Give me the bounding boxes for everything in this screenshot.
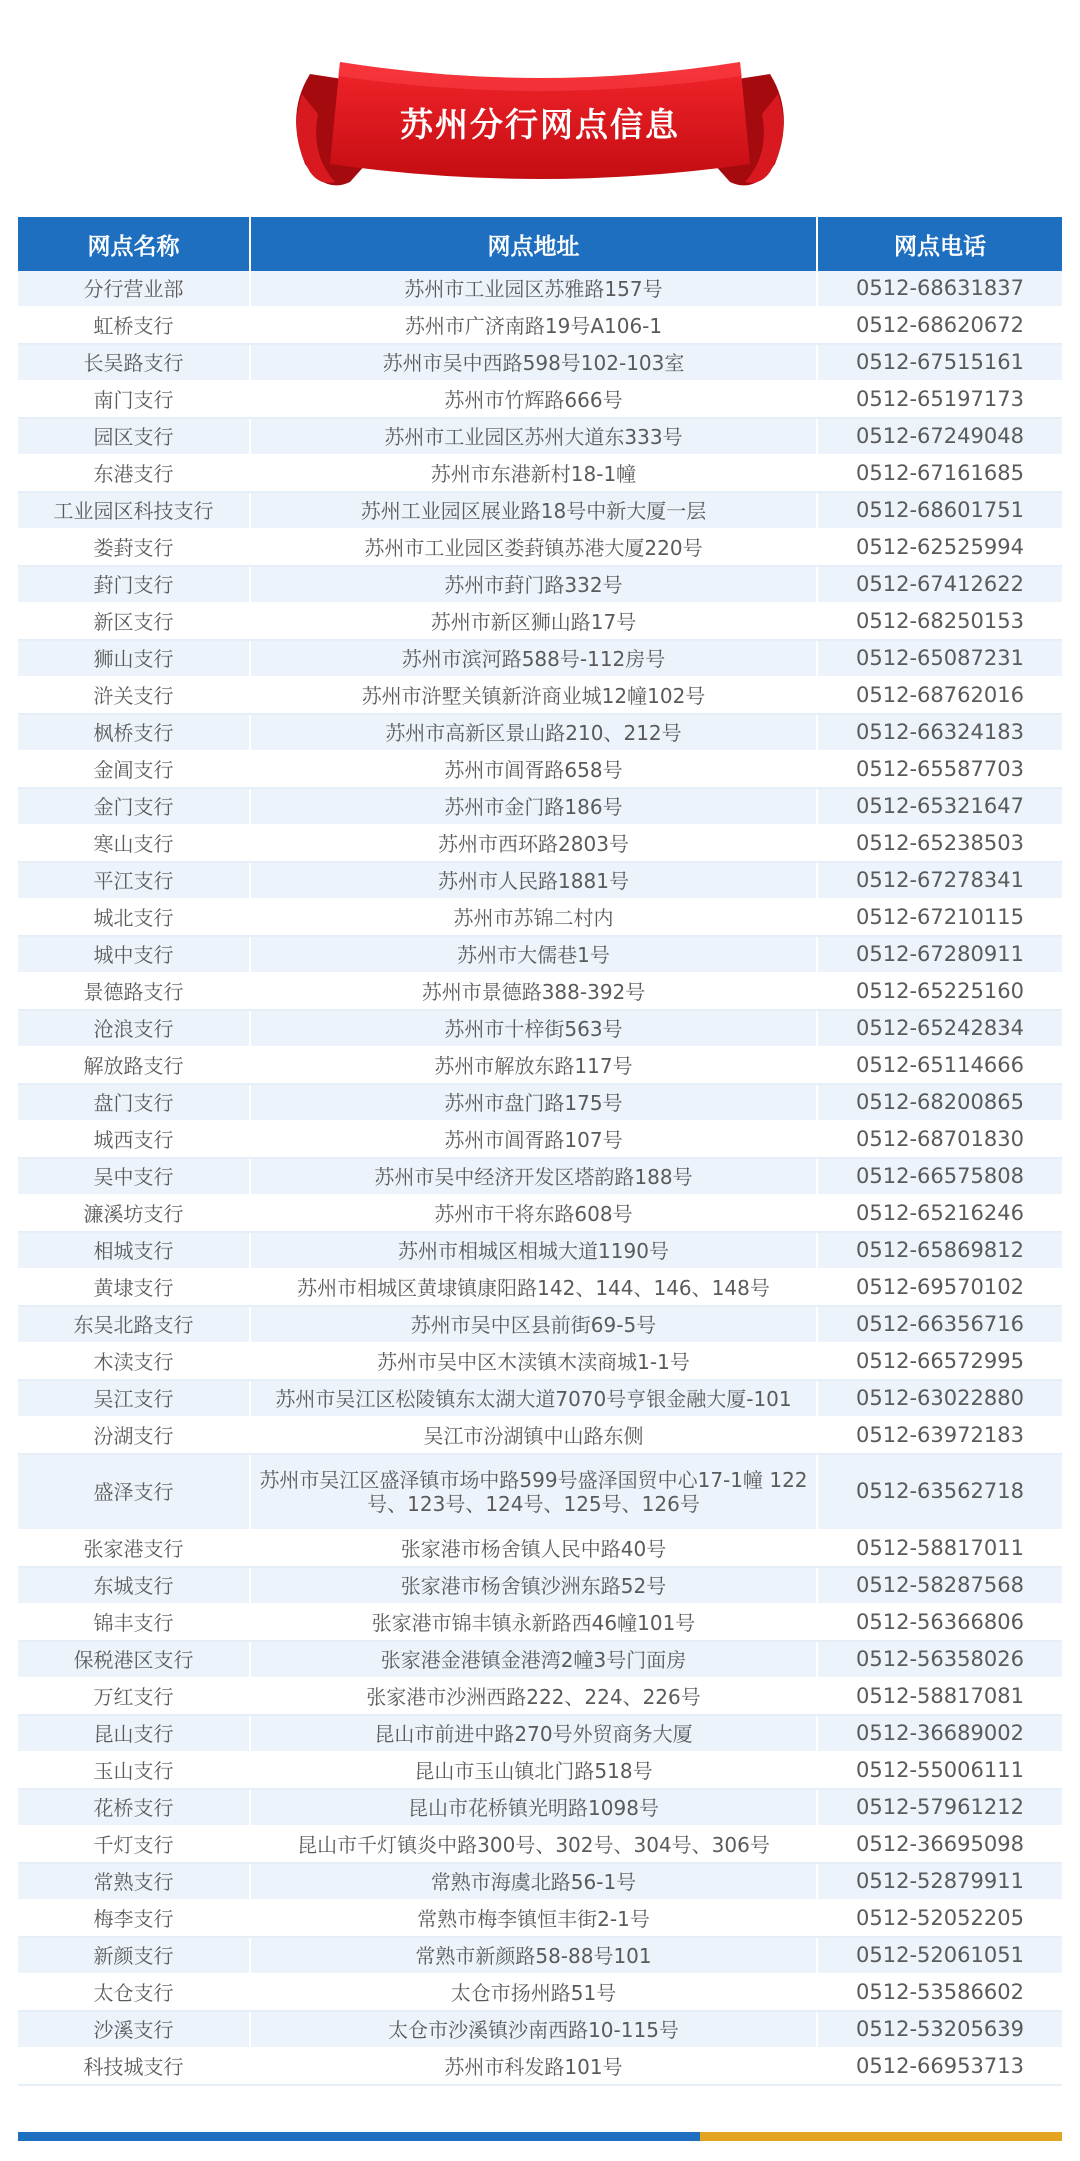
branch-name-cell: 盛泽支行	[18, 1454, 250, 1530]
branch-name-cell: 东吴北路支行	[18, 1306, 250, 1343]
branch-phone-cell: 0512-65238503	[817, 825, 1062, 862]
table-row	[18, 936, 1062, 973]
table-row	[18, 677, 1062, 714]
branch-address-cell: 苏州市吴中西路598号102-103室	[250, 344, 817, 381]
branch-address-cell: 太仓市扬州路51号	[250, 1974, 817, 2011]
branch-address-cell: 张家港金港镇金港湾2幢3号门面房	[250, 1641, 817, 1678]
table-row	[18, 418, 1062, 455]
branch-phone-cell: 0512-67280911	[817, 936, 1062, 973]
branch-name-cell: 汾湖支行	[18, 1417, 250, 1454]
table-row	[18, 1417, 1062, 1454]
branch-phone-cell: 0512-52879911	[817, 1863, 1062, 1900]
branch-address-cell: 苏州市解放东路117号	[250, 1047, 817, 1084]
branch-name-cell: 保税港区支行	[18, 1641, 250, 1678]
branch-address-cell: 苏州市滨河路588号-112房号	[250, 640, 817, 677]
branch-name-cell: 金门支行	[18, 788, 250, 825]
branch-name-cell: 虹桥支行	[18, 307, 250, 344]
branch-phone-cell: 0512-55006111	[817, 1752, 1062, 1789]
branch-name-cell: 千灯支行	[18, 1826, 250, 1863]
table-row	[18, 1158, 1062, 1195]
branch-name-cell: 园区支行	[18, 418, 250, 455]
branch-name-cell: 花桥支行	[18, 1789, 250, 1826]
branch-address-cell: 苏州市工业园区娄葑镇苏港大厦220号	[250, 529, 817, 566]
branch-address-cell: 苏州市苏锦二村内	[250, 899, 817, 936]
branch-name-cell: 相城支行	[18, 1232, 250, 1269]
branch-phone-cell: 0512-67161685	[817, 455, 1062, 492]
table-row	[18, 1232, 1062, 1269]
table-body	[18, 271, 1062, 2085]
branch-name-cell: 城西支行	[18, 1121, 250, 1158]
branch-phone-cell: 0512-36695098	[817, 1826, 1062, 1863]
footer-color-bar	[18, 2132, 1062, 2141]
branch-name-cell: 分行营业部	[18, 271, 250, 307]
branch-name-cell: 南门支行	[18, 381, 250, 418]
branch-phone-cell: 0512-66356716	[817, 1306, 1062, 1343]
branch-name-cell: 沙溪支行	[18, 2011, 250, 2048]
branch-phone-cell: 0512-65321647	[817, 788, 1062, 825]
branch-address-cell: 苏州市工业园区苏州大道东333号	[250, 418, 817, 455]
branch-name-cell: 景德路支行	[18, 973, 250, 1010]
branch-phone-cell: 0512-58817011	[817, 1530, 1062, 1567]
branch-address-cell: 昆山市前进中路270号外贸商务大厦	[250, 1715, 817, 1752]
branch-phone-cell: 0512-68762016	[817, 677, 1062, 714]
branch-phone-cell: 0512-66575808	[817, 1158, 1062, 1195]
branch-phone-cell: 0512-58287568	[817, 1567, 1062, 1604]
footer-bar-blue	[18, 2132, 700, 2141]
branch-phone-cell: 0512-66324183	[817, 714, 1062, 751]
branch-phone-cell: 0512-68601751	[817, 492, 1062, 529]
branch-name-cell: 东城支行	[18, 1567, 250, 1604]
branch-phone-cell: 0512-53586602	[817, 1974, 1062, 2011]
branch-phone-cell: 0512-52061051	[817, 1937, 1062, 1974]
header-branch-phone: 网点电话	[817, 217, 1062, 271]
branch-address-cell: 苏州市高新区景山路210、212号	[250, 714, 817, 751]
table-row	[18, 1715, 1062, 1752]
branch-address-cell: 苏州市盘门路175号	[250, 1084, 817, 1121]
branch-address-cell: 苏州市阊胥路107号	[250, 1121, 817, 1158]
branch-address-cell: 苏州市吴江区盛泽镇市场中路599号盛泽国贸中心17-1幢 122号、123号、124号、125号、126号	[250, 1454, 817, 1530]
branch-phone-cell: 0512-68250153	[817, 603, 1062, 640]
table-row	[18, 1306, 1062, 1343]
branch-address-cell: 张家港市锦丰镇永新路西46幢101号	[250, 1604, 817, 1641]
branch-phone-cell: 0512-69570102	[817, 1269, 1062, 1306]
branch-name-cell: 金阊支行	[18, 751, 250, 788]
branch-name-cell: 浒关支行	[18, 677, 250, 714]
branch-name-cell: 解放路支行	[18, 1047, 250, 1084]
branch-phone-cell: 0512-56366806	[817, 1604, 1062, 1641]
table-row	[18, 2011, 1062, 2048]
branch-address-cell: 苏州市阊胥路658号	[250, 751, 817, 788]
branch-name-cell: 张家港支行	[18, 1530, 250, 1567]
branch-address-cell: 苏州市吴中经济开发区塔韵路188号	[250, 1158, 817, 1195]
branch-address-cell: 苏州市吴江区松陵镇东太湖大道7070号亨银金融大厦-101	[250, 1380, 817, 1417]
branch-table-container	[18, 217, 1062, 2086]
branch-phone-cell: 0512-67412622	[817, 566, 1062, 603]
branch-address-cell: 昆山市千灯镇炎中路300号、302号、304号、306号	[250, 1826, 817, 1863]
branch-name-cell: 万红支行	[18, 1678, 250, 1715]
table-row	[18, 1567, 1062, 1604]
branch-address-cell: 苏州市吴中区县前街69-5号	[250, 1306, 817, 1343]
branch-phone-cell: 0512-63022880	[817, 1380, 1062, 1417]
table-row	[18, 1380, 1062, 1417]
branch-name-cell: 工业园区科技支行	[18, 492, 250, 529]
branch-name-cell: 梅李支行	[18, 1900, 250, 1937]
table-row	[18, 1826, 1062, 1863]
branch-name-cell: 娄葑支行	[18, 529, 250, 566]
branch-name-cell: 盘门支行	[18, 1084, 250, 1121]
branch-address-cell: 昆山市花桥镇光明路1098号	[250, 1789, 817, 1826]
branch-address-cell: 常熟市海虞北路56-1号	[250, 1863, 817, 1900]
branch-name-cell: 新区支行	[18, 603, 250, 640]
table-row	[18, 973, 1062, 1010]
table-row	[18, 381, 1062, 418]
branch-name-cell: 玉山支行	[18, 1752, 250, 1789]
footer-bar-gold	[700, 2132, 1062, 2141]
table-row	[18, 1269, 1062, 1306]
branch-phone-cell: 0512-62525994	[817, 529, 1062, 566]
branch-phone-cell: 0512-67249048	[817, 418, 1062, 455]
branch-phone-cell: 0512-56358026	[817, 1641, 1062, 1678]
branch-phone-cell: 0512-65587703	[817, 751, 1062, 788]
branch-address-cell: 常熟市梅李镇恒丰街2-1号	[250, 1900, 817, 1937]
branch-address-cell: 太仓市沙溪镇沙南西路10-115号	[250, 2011, 817, 2048]
table-row	[18, 603, 1062, 640]
branch-phone-cell: 0512-65114666	[817, 1047, 1062, 1084]
table-row	[18, 2048, 1062, 2085]
branch-phone-cell: 0512-68620672	[817, 307, 1062, 344]
branch-name-cell: 长吴路支行	[18, 344, 250, 381]
table-row	[18, 492, 1062, 529]
branch-name-cell: 东港支行	[18, 455, 250, 492]
table-row	[18, 1900, 1062, 1937]
branch-phone-cell: 0512-68631837	[817, 271, 1062, 307]
title-banner	[280, 54, 800, 204]
branch-address-cell: 苏州市新区狮山路17号	[250, 603, 817, 640]
header-branch-address: 网点地址	[250, 217, 817, 271]
branch-phone-cell: 0512-63562718	[817, 1454, 1062, 1530]
branch-name-cell: 吴中支行	[18, 1158, 250, 1195]
branch-name-cell: 枫桥支行	[18, 714, 250, 751]
header-branch-name: 网点名称	[18, 217, 250, 271]
table-row	[18, 1084, 1062, 1121]
branch-phone-cell: 0512-65087231	[817, 640, 1062, 677]
branch-address-cell: 苏州市相城区黄埭镇康阳路142、144、146、148号	[250, 1269, 817, 1306]
branch-phone-cell: 0512-66953713	[817, 2048, 1062, 2085]
branch-address-cell: 苏州工业园区展业路18号中新大厦一层	[250, 492, 817, 529]
branch-name-cell: 常熟支行	[18, 1863, 250, 1900]
table-row	[18, 1863, 1062, 1900]
table-row	[18, 1752, 1062, 1789]
branch-phone-cell: 0512-57961212	[817, 1789, 1062, 1826]
branch-name-cell: 新颜支行	[18, 1937, 250, 1974]
branch-phone-cell: 0512-65225160	[817, 973, 1062, 1010]
branch-address-cell: 昆山市玉山镇北门路518号	[250, 1752, 817, 1789]
table-row	[18, 455, 1062, 492]
branch-name-cell: 黄埭支行	[18, 1269, 250, 1306]
branch-phone-cell: 0512-68200865	[817, 1084, 1062, 1121]
branch-name-cell: 锦丰支行	[18, 1604, 250, 1641]
table-row	[18, 1678, 1062, 1715]
table-row	[18, 788, 1062, 825]
table-row	[18, 1195, 1062, 1232]
table-row	[18, 529, 1062, 566]
table-row	[18, 1530, 1062, 1567]
branch-address-cell: 张家港市杨舍镇沙洲东路52号	[250, 1567, 817, 1604]
branch-name-cell: 木渎支行	[18, 1343, 250, 1380]
table-row	[18, 344, 1062, 381]
table-row	[18, 1343, 1062, 1380]
branch-phone-cell: 0512-65197173	[817, 381, 1062, 418]
table-row	[18, 714, 1062, 751]
branch-phone-cell: 0512-66572995	[817, 1343, 1062, 1380]
branch-address-cell: 苏州市干将东路608号	[250, 1195, 817, 1232]
branch-name-cell: 沧浪支行	[18, 1010, 250, 1047]
branch-name-cell: 昆山支行	[18, 1715, 250, 1752]
branch-name-cell: 城北支行	[18, 899, 250, 936]
branch-name-cell: 狮山支行	[18, 640, 250, 677]
branch-name-cell: 寒山支行	[18, 825, 250, 862]
table-row	[18, 1974, 1062, 2011]
branch-phone-cell: 0512-63972183	[817, 1417, 1062, 1454]
branch-address-cell: 苏州市吴中区木渎镇木渎商城1-1号	[250, 1343, 817, 1380]
branch-name-cell: 科技城支行	[18, 2048, 250, 2085]
branch-phone-cell: 0512-68701830	[817, 1121, 1062, 1158]
branch-name-cell: 城中支行	[18, 936, 250, 973]
table-row	[18, 1789, 1062, 1826]
branch-address-cell: 苏州市西环路2803号	[250, 825, 817, 862]
table-row	[18, 307, 1062, 344]
branch-phone-cell: 0512-65242834	[817, 1010, 1062, 1047]
branch-address-cell: 苏州市人民路1881号	[250, 862, 817, 899]
branch-address-cell: 苏州市浒墅关镇新浒商业城12幢102号	[250, 677, 817, 714]
branch-address-cell: 苏州市科发路101号	[250, 2048, 817, 2085]
branch-address-cell: 苏州市东港新村18-1幢	[250, 455, 817, 492]
branch-phone-cell: 0512-67210115	[817, 899, 1062, 936]
table-row	[18, 862, 1062, 899]
branch-phone-cell: 0512-52052205	[817, 1900, 1062, 1937]
branch-phone-cell: 0512-65216246	[817, 1195, 1062, 1232]
table-row	[18, 1454, 1062, 1530]
branch-address-cell: 苏州市相城区相城大道1190号	[250, 1232, 817, 1269]
branch-address-cell: 苏州市景德路388-392号	[250, 973, 817, 1010]
table-row	[18, 899, 1062, 936]
branch-name-cell: 葑门支行	[18, 566, 250, 603]
branch-address-cell: 苏州市葑门路332号	[250, 566, 817, 603]
table-header-row	[18, 217, 1062, 271]
page-title: 苏州分行网点信息	[400, 104, 680, 144]
branch-address-cell: 吴江市汾湖镇中山路东侧	[250, 1417, 817, 1454]
branch-address-cell: 苏州市大儒巷1号	[250, 936, 817, 973]
branch-phone-cell: 0512-67515161	[817, 344, 1062, 381]
branch-phone-cell: 0512-53205639	[817, 2011, 1062, 2048]
branch-address-cell: 常熟市新颜路58-88号101	[250, 1937, 817, 1974]
table-row	[18, 1641, 1062, 1678]
table-row	[18, 640, 1062, 677]
branch-phone-cell: 0512-65869812	[817, 1232, 1062, 1269]
table-row	[18, 1604, 1062, 1641]
branch-name-cell: 平江支行	[18, 862, 250, 899]
table-row	[18, 271, 1062, 307]
branch-address-cell: 苏州市十梓街563号	[250, 1010, 817, 1047]
branch-name-cell: 吴江支行	[18, 1380, 250, 1417]
table-row	[18, 1010, 1062, 1047]
branch-address-cell: 苏州市竹辉路666号	[250, 381, 817, 418]
branch-address-cell: 苏州市广济南路19号A106-1	[250, 307, 817, 344]
table-row	[18, 1121, 1062, 1158]
branch-name-cell: 太仓支行	[18, 1974, 250, 2011]
branch-phone-cell: 0512-58817081	[817, 1678, 1062, 1715]
branch-address-cell: 张家港市沙洲西路222、224、226号	[250, 1678, 817, 1715]
branch-phone-cell: 0512-67278341	[817, 862, 1062, 899]
table-row	[18, 1047, 1062, 1084]
branch-address-cell: 苏州市工业园区苏雅路157号	[250, 271, 817, 307]
branch-table	[18, 217, 1062, 2086]
table-row	[18, 1937, 1062, 1974]
table-row	[18, 566, 1062, 603]
branch-name-cell: 濂溪坊支行	[18, 1195, 250, 1232]
branch-phone-cell: 0512-36689002	[817, 1715, 1062, 1752]
table-row	[18, 751, 1062, 788]
branch-address-cell: 张家港市杨舍镇人民中路40号	[250, 1530, 817, 1567]
branch-address-cell: 苏州市金门路186号	[250, 788, 817, 825]
table-row	[18, 825, 1062, 862]
